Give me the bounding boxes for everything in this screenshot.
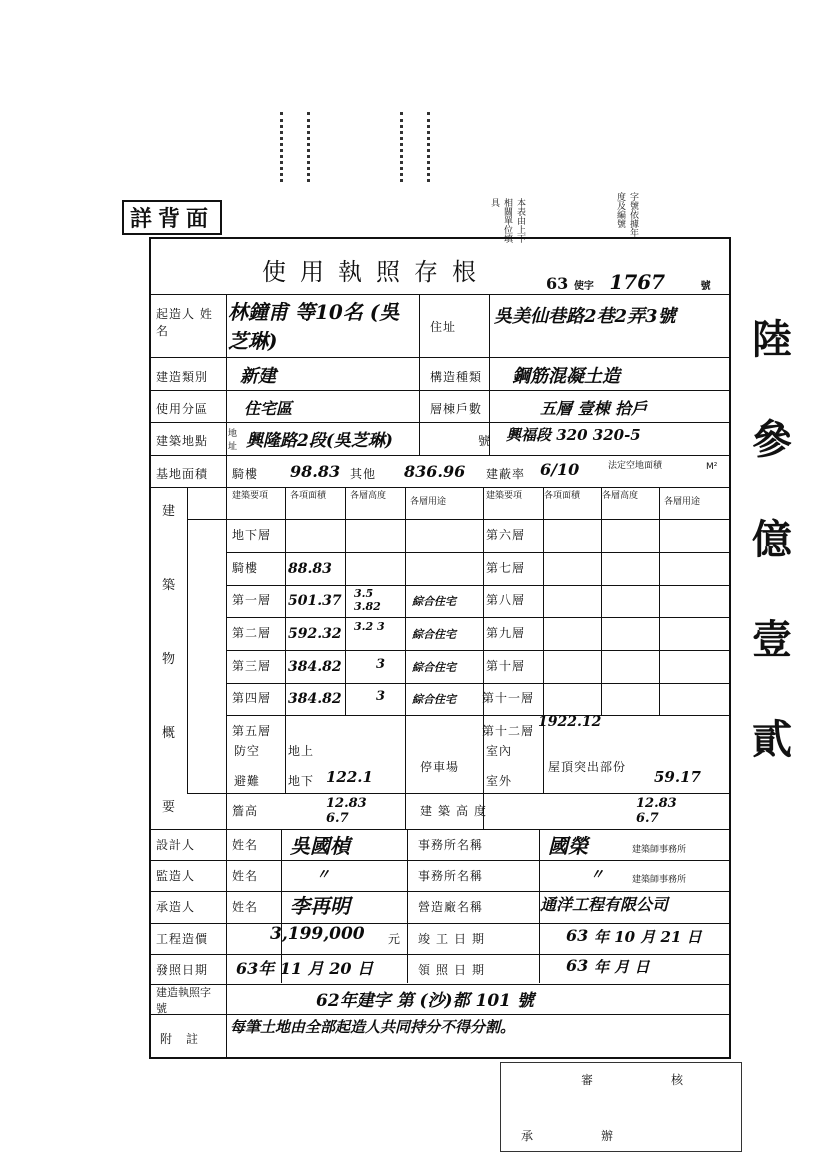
coverage-value: 6/10 [540,460,580,479]
collect-rest: 年 月 日 [594,958,650,976]
floor-height: 3 [376,689,386,705]
legal-open-unit: M² [706,462,718,472]
parking-label: 停車場 [420,760,460,774]
floor-name: 第一層 [232,593,272,608]
side-char: 建 [162,504,176,519]
shelter-label-b: 避難 [234,774,261,788]
zone-value: 住宅區 [244,399,293,418]
right-edge-char: 貳 [752,716,792,763]
collect-year: 63 [566,956,589,975]
collect-label: 領照日期 [418,963,491,977]
issue-label: 發照日期 [156,963,209,977]
supervisor-stamp: 建築師事務所 [632,875,687,885]
floor-row [482,553,732,586]
roof-value: 59.17 [654,768,701,786]
arcade-value: 98.83 [290,462,341,481]
contractor-office-label: 營造廠名稱 [418,900,484,914]
right-edge-char: 億 [752,516,792,563]
scan-artifact-right [400,112,430,182]
contractor-name: 李再明 [290,894,350,918]
permit-ref-label: 建造執照字號 [156,986,211,1015]
permit-suffix: 號 [700,281,711,292]
side-char: 築 [162,578,176,593]
floor-name: 第四層 [232,691,272,706]
remark-label: 附註 [160,1032,213,1046]
right-edge-char: 陸 [752,316,792,363]
floor-row [482,618,732,651]
floors-value: 五層 壹棟 拾戶 [540,399,648,418]
site-sub-label: 地址 [228,429,238,452]
floor-height: 3.5 3.82 [354,587,381,614]
designer-name: 吳國楨 [290,834,350,858]
shelter-below-value: 122.1 [326,768,373,786]
side-note-b: 字號依據年度及編號 [615,192,638,237]
side-note-a: 本表由上下相關單位填具 [489,198,525,243]
header-use: 各層用途 [410,497,447,507]
left-floor-list [228,520,488,749]
arcade-label: 騎樓 [232,467,259,481]
header-tag: 詳背面 [122,200,222,235]
done-label: 竣工日期 [418,932,491,946]
designer-office-label: 事務所名稱 [418,838,484,852]
side-char: 概 [162,726,176,741]
side-vertical-label [162,500,182,870]
floor-row [228,716,488,749]
floor-name: 騎樓 [232,560,259,575]
cost-value: 3,199,000 [270,924,365,944]
issue-value: 63年 11 月 20 日 [236,959,374,978]
base-area-label: 基地面積 [156,467,209,481]
floor-use: 綜合住宅 [412,660,456,674]
floor-name: 第九層 [486,626,526,641]
floor-name: 地下層 [232,528,272,542]
cost-unit: 元 [388,932,402,946]
floor-row [482,683,732,716]
floor-area: 592.32 [288,626,342,643]
eaves-label: 簷高 [232,804,259,818]
header-item-right: 建築要項 [486,491,523,501]
header-use-right: 各層用途 [664,497,701,507]
eaves-value: 12.83 6.7 [326,796,367,826]
floor-area: 501.37 [288,593,342,610]
floor-row [482,651,732,684]
lot-value: 興福段 320 320-5 [506,426,641,444]
contractor-office: 通洋工程有限公司 [540,895,669,914]
cost-label: 工程造價 [156,932,209,946]
designer-label: 設計人 [156,838,196,852]
indoor-label: 室內 [486,744,513,758]
form-title: 使用執照存根 [262,258,490,286]
bottom-mark: 承 [521,1129,535,1143]
floor-area: 384.82 [288,691,342,708]
bottom-stamp-strip [500,1062,742,1152]
header-height: 各層高度 [350,491,387,501]
structure-value: 鋼筋混凝土造 [512,366,620,387]
supervisor-name: 〃 [316,867,330,883]
floor-area: 384.82 [288,658,342,675]
shelter-below: 地下 [288,774,315,788]
designer-stamp: 建築師事務所 [632,845,687,855]
floor-name: 第八層 [486,593,526,608]
legal-open-label: 法定空地面積 [608,461,663,471]
floor-row [482,716,732,749]
floor-name: 第十二層 [482,724,535,739]
floor-use: 綜合住宅 [412,693,456,707]
site-label: 建築地點 [156,434,209,448]
permit-year: 63 [546,274,569,293]
right-edge-char: 參 [752,416,792,463]
supervisor-office-label: 事務所名稱 [418,869,484,883]
side-char: 物 [162,652,176,667]
shelter-above: 地上 [288,744,315,758]
bottom-mark: 審 [581,1073,595,1087]
build-type-value: 新建 [240,366,276,387]
coverage-label: 建蔽率 [486,467,526,481]
floor-row [228,520,488,553]
floor-name: 第十層 [486,658,526,673]
header-area: 各項面積 [290,491,327,501]
header-height-right: 各層高度 [602,491,639,501]
owner-label: 起造人 姓名 [156,307,213,338]
other-label: 其他 [350,467,377,481]
floor-name: 第三層 [232,658,272,673]
roof-label: 屋頂突出部份 [548,760,627,774]
header-area-right: 各項面積 [544,491,581,501]
right-edge-text [752,290,822,790]
floor-row [228,651,488,684]
building-height-label: 建築高度 [420,804,493,818]
floor-row [228,683,488,716]
owner-value: 林鐘甫 等10名 (吳芝琳) [228,300,400,353]
done-year: 63 [566,926,589,945]
building-height-value: 12.83 6.7 [636,796,677,826]
floor-name: 第六層 [486,528,526,542]
permit-number [546,270,711,294]
bottom-mark: 核 [671,1073,685,1087]
right-floor-list [482,520,732,749]
permit-number-value: 1767 [609,270,666,294]
floor-height: 3 [376,656,386,672]
build-type-label: 建造類別 [156,370,209,384]
bottom-mark: 辦 [601,1129,615,1143]
remark-value: 每筆土地由全部起造人共同持分不得分割。 [230,1018,516,1036]
address-label: 住址 [430,320,457,334]
outdoor-label: 室外 [486,774,513,788]
supervisor-office: 〃 [590,867,604,883]
designer-office: 國榮 [548,834,588,858]
zone-label: 使用分區 [156,402,209,416]
site-value: 興隆路2段(吳芝琳) [246,431,393,451]
floor-row [482,585,732,618]
lot-label: 號 [478,434,492,448]
contractor-label: 承造人 [156,900,196,914]
permit-ref-value: 62年建字 第 (沙)都 101 號 [316,991,534,1011]
floor-row [228,585,488,618]
right-edge-char: 壹 [752,616,792,663]
floor-name: 第七層 [486,560,526,575]
floor-name: 第十一層 [482,691,535,706]
designer-name-label: 姓名 [232,838,259,852]
floor-total-note: 1922.12 [538,714,602,731]
header-item: 建築要項 [232,491,269,501]
contractor-name-label: 姓名 [232,900,259,914]
structure-label: 構造種類 [430,370,483,384]
address-value: 吳美仙巷路2巷2弄3號 [494,306,676,327]
floor-height: 3.2 3 [354,620,385,634]
floor-row [228,553,488,586]
floor-use: 綜合住宅 [412,595,456,609]
floor-row [228,618,488,651]
floor-area: 88.83 [288,560,332,577]
side-char: 要 [162,800,176,815]
floor-name: 第五層 [232,724,272,739]
floor-name: 第二層 [232,626,272,641]
shelter-label-a: 防空 [234,744,261,758]
other-value: 836.96 [404,462,466,481]
floor-row [482,520,732,553]
supervisor-label: 監造人 [156,869,196,883]
scan-artifact-left [280,112,310,182]
floor-use: 綜合住宅 [412,628,456,642]
floors-label: 層棟戶數 [430,402,483,416]
permit-prefix: 使字 [573,281,594,292]
done-rest: 年 10 月 21 日 [594,928,702,946]
supervisor-name-label: 姓名 [232,869,259,883]
